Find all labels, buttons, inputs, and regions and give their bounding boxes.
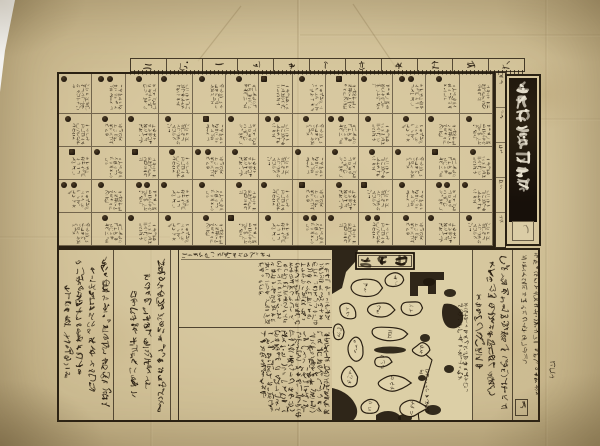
header-char [431,60,440,69]
square-seal-icon [261,76,267,82]
grid-cell-text [127,156,157,178]
grid-cell [59,180,92,213]
grid-right-strip [495,72,506,248]
grid-cell [259,180,292,213]
round-seal-icon [399,76,405,82]
entry-grid [57,72,495,248]
grid-cell [426,114,459,147]
strip-cell [496,178,505,213]
grid-cell-text [194,189,224,211]
grid-cell-text [227,189,257,211]
grid-cell-text [127,123,157,145]
grid-cell-text [461,189,491,211]
grid-cell [159,180,192,213]
lower-left-column-1 [59,250,114,420]
grid-cell-text [427,189,457,211]
grid-cell [393,213,426,246]
map-district-blob [361,399,379,413]
grid-cell-text [327,156,357,178]
grid-cell-text [360,156,390,178]
grid-cell [326,74,359,114]
grid-cell-text [93,189,123,211]
grid-cell-text [93,222,123,244]
square-seal-icon [336,76,342,82]
title-banner-foot [512,221,534,241]
round-seal-icon [165,215,171,221]
right-column-report [512,250,542,420]
grid-cell [92,147,125,180]
grid-cell-text [360,83,390,112]
cursive-line [87,266,97,390]
grid-cell [393,180,426,213]
report-line [531,253,540,417]
round-seal-icon [205,149,211,155]
middle-block-divider [179,327,333,328]
round-seal-icon [365,215,371,221]
cursive-line [100,256,110,414]
round-seal-icon [65,116,71,122]
grid-cell-text [461,222,491,244]
grid-cell [460,74,493,114]
grid-cell [359,74,392,114]
title-banner-black-panel [509,78,537,222]
round-seal-icon [395,149,401,155]
grid-cell [92,74,125,114]
grid-cell-text [260,123,290,145]
grid-cell [259,147,292,180]
grid-cell-text [260,189,290,211]
round-seal-icon [199,182,205,188]
strip-cell-text [497,214,504,246]
round-seal-icon [403,215,409,221]
grid-cell [226,74,259,114]
round-seal-icon [128,215,134,221]
grid-cell-text [194,222,224,244]
grid-cell [326,213,359,246]
map-district-blob [351,279,382,296]
round-seal-icon [265,215,271,221]
grid-cell [326,147,359,180]
grid-cell [193,74,226,114]
grid-cell [460,147,493,180]
lower-section [57,248,540,422]
grid-cell-text [160,222,190,244]
round-seal-icon [338,116,344,122]
grid-cell [426,74,459,114]
map-district-blob [375,357,392,367]
grid-cell [159,213,192,246]
square-seal-icon [69,149,75,155]
square-seal-icon [203,116,209,122]
round-seal-icon [299,76,305,82]
round-seal-icon [311,215,317,221]
cursive-line [485,260,496,408]
grid-cell [92,180,125,213]
grid-cell-text [227,156,257,178]
grid-cell-text [427,123,457,145]
grid-cell-text [294,123,324,145]
grid-cell-text [394,156,424,178]
middle-block-header [181,251,331,260]
grid-cell-text [427,83,457,112]
round-seal-icon [144,182,150,188]
map-district-blob [368,303,395,317]
cursive-line [129,290,139,398]
strip-cell [496,143,505,178]
strip-cell [496,108,505,143]
round-seal-icon [374,215,380,221]
map-district-blob [378,375,411,391]
map-district-blob [385,273,404,287]
grid-cell-text [60,156,90,178]
middle-block-upper-columns [181,261,331,325]
square-seal-icon [228,215,234,221]
grid-cell [393,147,426,180]
grid-cell-text [260,83,290,112]
grid-cell [460,114,493,147]
grid-cell [92,213,125,246]
grid-cell [293,114,326,147]
round-seal-icon [195,149,201,155]
map-burnt-spot [374,347,406,354]
grid-cell [159,147,192,180]
round-seal-icon [328,215,334,221]
middle-block-lower-columns [181,330,331,418]
round-seal-icon [232,149,238,155]
map-district-blob [401,302,422,316]
round-seal-icon [336,182,342,188]
grid-cell-text [127,189,157,211]
grid-cell-text [194,83,224,112]
grid-cell [193,180,226,213]
grid-cell [359,114,392,147]
round-seal-icon [61,182,67,188]
grid-cell-text [327,189,357,211]
header-char [503,60,512,69]
grid-cell [293,213,326,246]
grid-cell [126,213,159,246]
grid-cell-text [227,123,257,145]
round-seal-icon [107,76,113,82]
map-burnt-spot [444,289,456,297]
grid-cell [193,147,226,180]
square-seal-icon [361,182,367,188]
grid-cell [359,180,392,213]
round-seal-icon [71,182,77,188]
grid-cell-text [227,83,257,112]
round-seal-icon [470,149,476,155]
round-seal-icon [265,116,271,122]
map-district-blob [333,324,344,340]
round-seal-icon [436,182,442,188]
grid-cell-text [394,222,424,244]
grid-cell-text [194,123,224,145]
round-seal-icon [128,116,134,122]
grid-cell-text [427,222,457,244]
header-char [252,60,261,69]
grid-cell [293,180,326,213]
grid-cell-text [394,189,424,211]
header-char [144,60,153,69]
grid-cell [59,74,92,114]
round-seal-icon [369,149,375,155]
grid-cell-text [294,189,324,211]
round-seal-icon [436,76,442,82]
strip-cell-text [497,109,504,141]
round-seal-icon [303,116,309,122]
strip-cell [496,73,505,108]
round-seal-icon [444,182,450,188]
grid-cell-text [160,189,190,211]
map-burnt-area [376,411,401,420]
strip-cell-text [497,74,504,106]
grid-cell [126,147,159,180]
grid-cell [359,147,392,180]
map-district-blob [412,343,430,357]
round-seal-icon [98,76,104,82]
round-seal-icon [332,149,338,155]
header-char [288,60,297,69]
grid-cell [259,74,292,114]
grid-cell [159,74,192,114]
round-seal-icon [102,215,108,221]
lower-left-column-2 [113,250,171,420]
grid-cell [92,114,125,147]
grid-cell [59,147,92,180]
grid-cell-text [294,156,324,178]
grid-cell-text [260,156,290,178]
round-seal-icon [428,116,434,122]
map-annotations [445,302,469,394]
grid-cell-text [60,222,90,244]
strip-cell-text [497,179,504,211]
grid-cell-text [294,83,324,112]
grid-cell [226,213,259,246]
map-district-blob [341,366,357,386]
grid-cell [359,213,392,246]
grid-cell-text [93,156,123,178]
grid-cell [293,147,326,180]
round-seal-icon [274,116,280,122]
grid-cell-text [227,222,257,244]
round-seal-icon [169,149,175,155]
round-seal-icon [399,182,405,188]
round-seal-icon [161,182,167,188]
cursive-line [142,274,152,390]
round-seal-icon [203,215,209,221]
round-seal-icon [161,76,167,82]
round-seal-icon [94,149,100,155]
report-line [519,253,528,417]
grid-cell [326,180,359,213]
strip-cell-text [497,144,504,176]
grid-cell-text [461,83,491,112]
round-seal-icon [228,116,234,122]
map-burnt-area [332,388,357,420]
grid-cell [393,74,426,114]
grid-cell [126,114,159,147]
round-seal-icon [295,149,301,155]
round-seal-icon [236,76,242,82]
grid-cell [126,74,159,114]
cursive-line [74,259,84,383]
map-river-note [416,368,430,416]
header-char [180,60,189,69]
header-char [323,60,332,69]
grid-cell-text [461,156,491,178]
grid-cell [460,180,493,213]
grid-cell [460,213,493,246]
cursive-line [156,258,166,414]
round-seal-icon [303,215,309,221]
grid-cell-text [394,123,424,145]
round-seal-icon [403,116,409,122]
grid-cell-text [160,83,190,112]
round-seal-icon [136,76,142,82]
cursive-line [62,284,72,378]
round-seal-icon [361,76,367,82]
map-burnt-spot [420,334,430,342]
grid-cell [226,114,259,147]
grid-cell [159,114,192,147]
cursive-line [498,255,509,415]
report-seal-box [515,399,528,416]
grid-cell [59,114,92,147]
title-banner-foot-char [515,224,531,238]
grid-cell-text [260,222,290,244]
round-seal-icon [61,76,67,82]
round-seal-icon [466,215,472,221]
grid-cell [426,147,459,180]
round-seal-icon [428,215,434,221]
round-seal-icon [328,116,334,122]
grid-cell-text [60,83,90,112]
strip-cell [496,213,505,247]
round-seal-icon [165,116,171,122]
round-seal-icon [98,182,104,188]
grid-cell-text [327,83,357,112]
grid-cell-text [93,123,123,145]
grid-cell [193,114,226,147]
round-seal-icon [462,182,468,188]
grid-cell-text [360,189,390,211]
grid-cell [259,114,292,147]
grid-cell-text [60,123,90,145]
grid-cell-text [327,222,357,244]
damage-map [332,250,473,420]
square-seal-icon [132,149,138,155]
grid-cell [426,213,459,246]
right-column-cursive [472,250,513,420]
header-char [359,60,368,69]
grid-cell-text [360,123,390,145]
grid-cell-text [194,156,224,178]
grid-cell-text [327,123,357,145]
grid-cell-text [160,123,190,145]
grid-cell-text [127,222,157,244]
round-seal-icon [466,116,472,122]
round-seal-icon [408,76,414,82]
grid-cell [259,213,292,246]
header-char [467,60,476,69]
grid-cell [126,180,159,213]
grid-cell-text [160,156,190,178]
grid-cell-text [394,83,424,112]
header-char [216,60,225,69]
grid-cell-text [461,123,491,145]
grid-cell-text [427,156,457,178]
grid-cell [393,114,426,147]
map-district-blob [340,303,356,319]
grid-cell [59,213,92,246]
grid-cell-text [294,222,324,244]
header-char [395,60,404,69]
grid-cell-text [360,222,390,244]
grid-cell-text [127,83,157,112]
grid-cell [326,114,359,147]
round-seal-icon [102,116,108,122]
grid-cell-text [60,189,90,211]
grid-cell [226,147,259,180]
round-seal-icon [365,116,371,122]
grid-cell [193,213,226,246]
cursive-line [473,292,484,396]
title-banner-text [516,81,530,219]
middle-text-block [178,250,334,420]
grid-cell [293,74,326,114]
grid-cell [226,180,259,213]
grid-cell [426,180,459,213]
round-seal-icon [236,182,242,188]
map-burnt-spot [423,278,435,286]
square-seal-icon [432,149,438,155]
round-seal-icon [136,182,142,188]
round-seal-icon [261,182,267,188]
round-seal-icon [199,76,205,82]
grid-cell-text [93,83,123,112]
publisher-mark [548,361,556,383]
map-district-blob [372,327,408,341]
square-seal-icon [299,182,305,188]
title-banner [505,74,541,246]
